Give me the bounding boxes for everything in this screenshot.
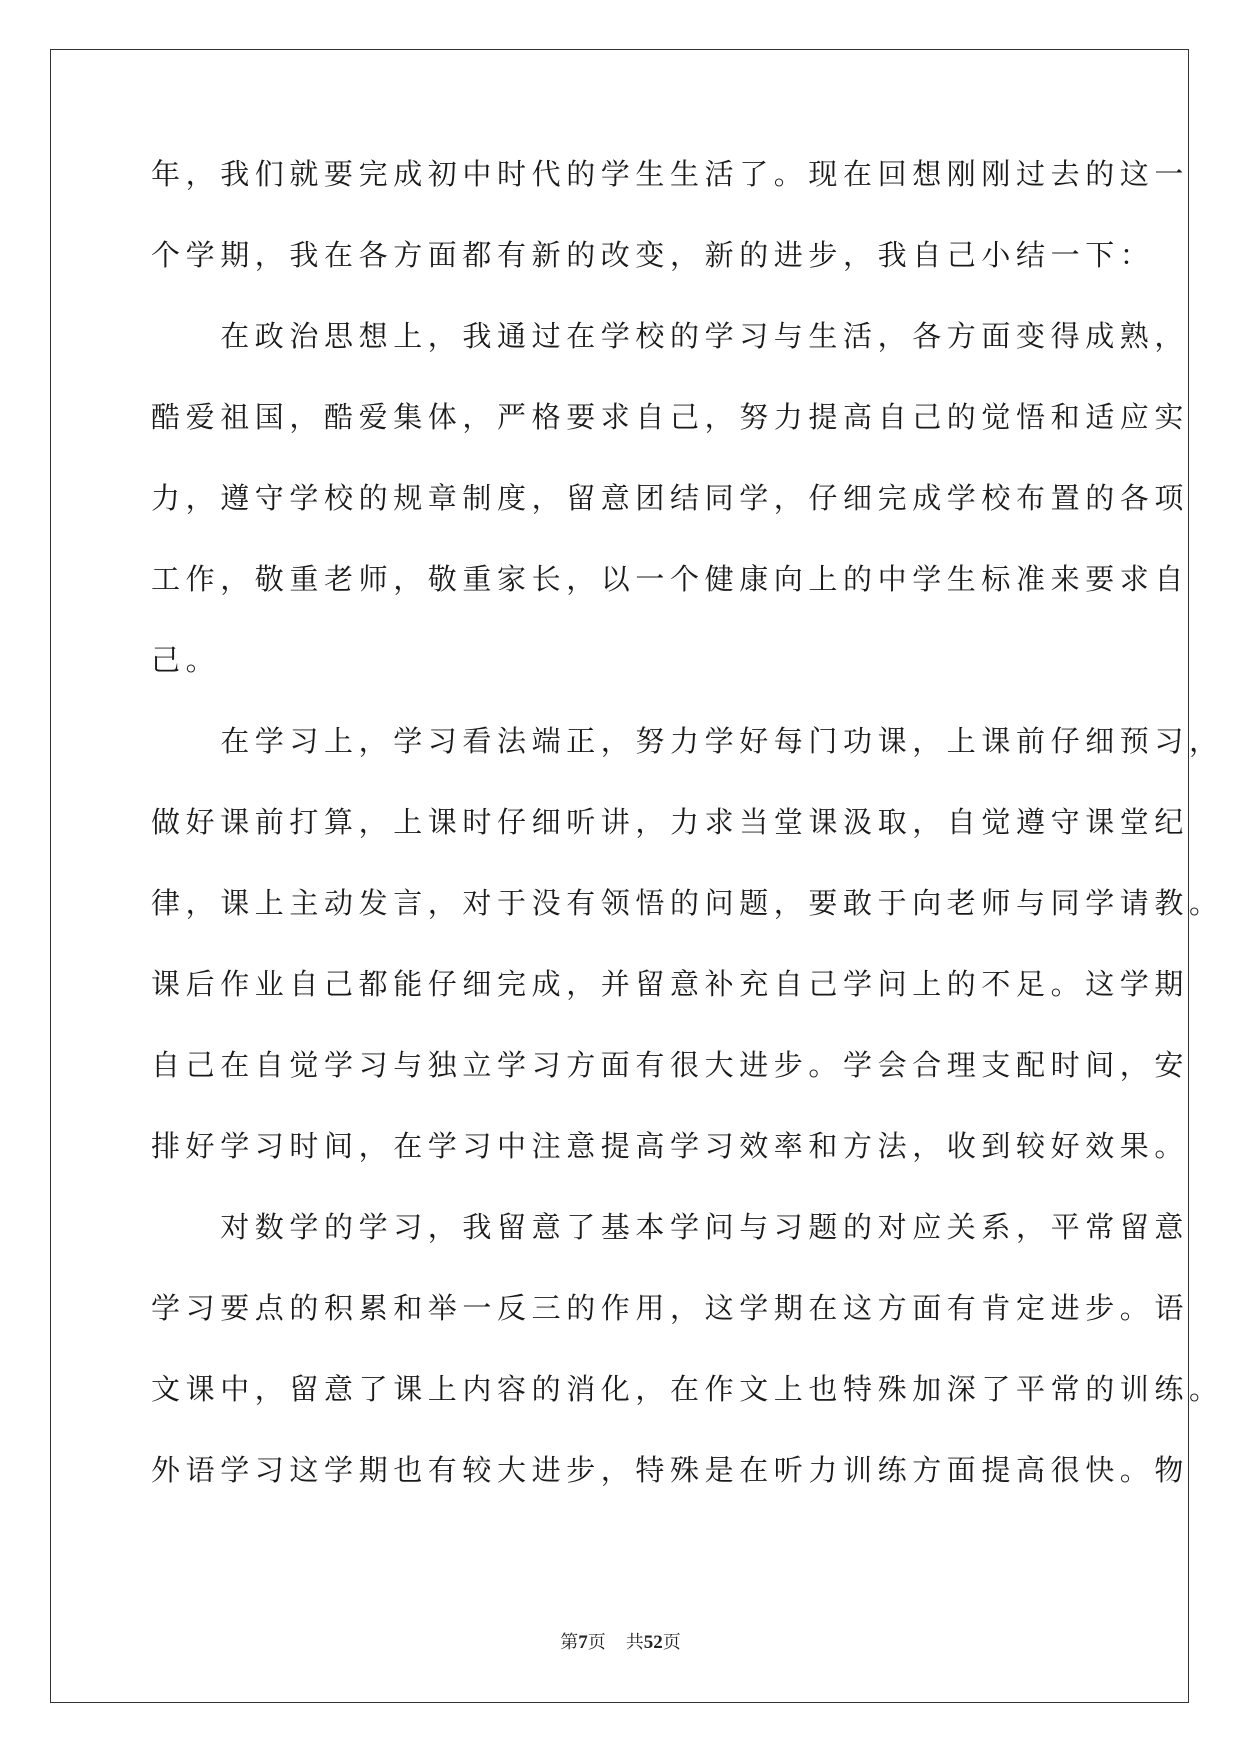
text-line: 排好学习时间，在学习中注意提高学习效率和方法，收到较好效果。 <box>151 1129 1190 1163</box>
page-prefix: 第 <box>560 1632 579 1653</box>
total-suffix: 页 <box>662 1632 681 1653</box>
page-number: 7 <box>578 1632 588 1653</box>
page-suffix: 页 <box>587 1632 606 1653</box>
text-line: 年，我们就要完成初中时代的学生生活了。现在回想刚刚过去的这一 <box>151 157 1190 191</box>
total-prefix: 共 <box>625 1632 644 1653</box>
text-line: 做好课前打算，上课时仔细听讲，力求当堂课汲取，自觉遵守课堂纪 <box>151 805 1190 839</box>
text-line: 个学期，我在各方面都有新的改变，新的进步，我自己小结一下： <box>151 238 1155 272</box>
text-line: 己。 <box>151 643 221 677</box>
text-line: 力，遵守学校的规章制度，留意团结同学，仔细完成学校布置的各项 <box>151 481 1190 515</box>
text-line: 自己在自觉学习与独立学习方面有很大进步。学会合理支配时间，安 <box>151 1048 1190 1082</box>
text-line: 外语学习这学期也有较大进步，特殊是在听力训练方面提高很快。物 <box>151 1453 1190 1487</box>
total-pages: 52 <box>643 1632 663 1653</box>
text-line: 酷爱祖国，酷爱集体，严格要求自己，努力提高自己的觉悟和适应实 <box>151 400 1190 434</box>
text-line: 律，课上主动发言，对于没有领悟的问题，要敢于向老师与同学请教。 <box>151 886 1224 920</box>
text-line: 在政治思想上，我通过在学校的学习与生活，各方面变得成熟， <box>151 319 1190 353</box>
page-footer <box>0 1631 1241 1655</box>
text-line: 课后作业自己都能仔细完成，并留意补充自己学问上的不足。这学期 <box>151 967 1190 1001</box>
text-line: 在学习上，学习看法端正，努力学好每门功课，上课前仔细预习， <box>151 724 1224 758</box>
text-line: 工作，敬重老师，敬重家长，以一个健康向上的中学生标准来要求自 <box>151 562 1190 596</box>
text-line: 文课中，留意了课上内容的消化，在作文上也特殊加深了平常的训练。 <box>151 1372 1224 1406</box>
text-line: 学习要点的积累和举一反三的作用，这学期在这方面有肯定进步。语 <box>151 1291 1190 1325</box>
text-line: 对数学的学习，我留意了基本学问与习题的对应关系，平常留意 <box>151 1210 1190 1244</box>
document-body <box>151 157 1224 1536</box>
